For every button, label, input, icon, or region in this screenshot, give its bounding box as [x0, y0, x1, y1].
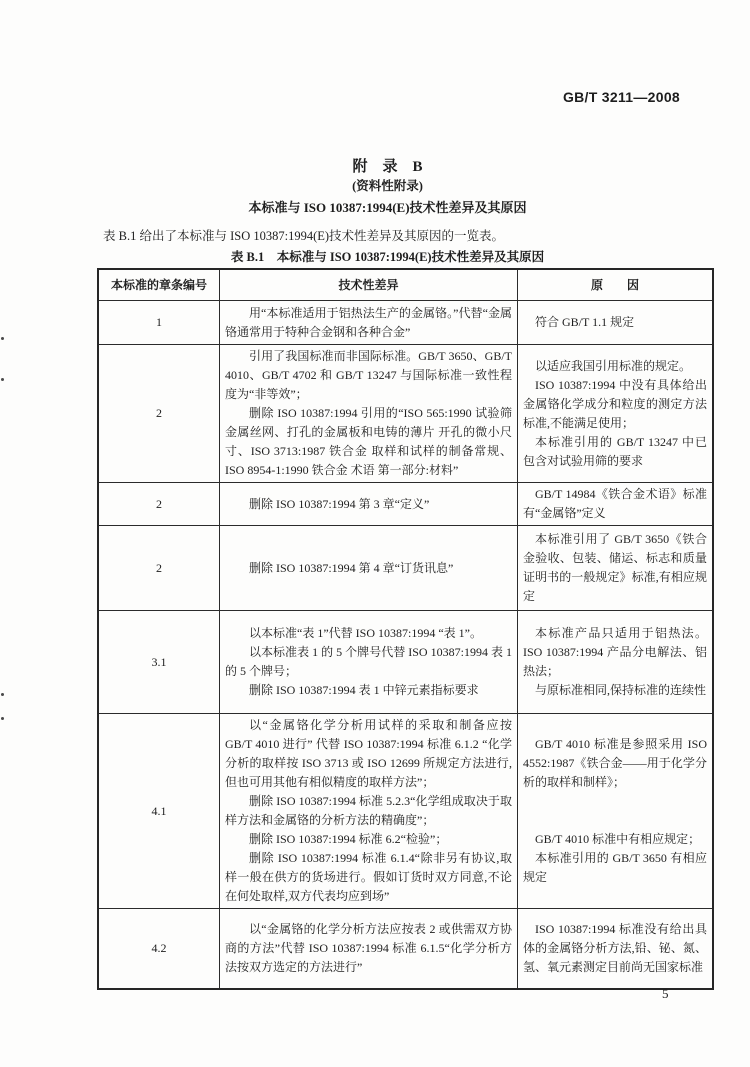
cell-paragraph: 删除 ISO 10387:1994 第 4 章“订货讯息”	[249, 560, 454, 575]
difference-cell	[220, 909, 518, 989]
col-header-difference: 技术性差异	[220, 269, 518, 301]
cell-paragraph: 删除 ISO 10387:1994 标准 6.2“检验”；	[249, 832, 448, 846]
table-row	[98, 345, 713, 483]
appendix-title: 附 录 B	[352, 159, 423, 175]
table-row	[98, 909, 713, 989]
reason-cell	[518, 714, 714, 909]
cell-paragraph: ISO 10387:1994 中没有具体给出金属铬化学成分和粒度的测定方法标准,不能满足使用；	[523, 377, 707, 430]
cell-paragraph: GB/T 4010 标准中有相应规定；	[535, 832, 701, 846]
reason-cell	[518, 526, 714, 611]
page-number: 5	[662, 986, 669, 1001]
diff-table-body	[98, 301, 713, 989]
difference-cell	[220, 483, 518, 526]
table-row	[98, 526, 713, 611]
scan-speck	[1, 717, 4, 720]
reason-cell	[518, 301, 714, 345]
cell-paragraph: ISO 10387:1994 标准没有给出具体的金属铬分析方法,铅、铋、氮、氢、氧元素测定目前尚无国家标准	[523, 921, 707, 974]
clause-cell: 3.1	[98, 611, 220, 714]
cell-paragraph: 删除 ISO 10387:1994 引用的“ISO 565:1990 试验筛 金属丝网、打孔的金属板和电铸的薄片 开孔的微小尺寸、ISO 3713:1987 铁合金 取样和试样的制备常规、ISO 8954-1:1990 铁合金 术语 第一部分:材料”	[225, 406, 512, 477]
cell-paragraph: 以本标准表 1 的 5 个牌号代替 ISO 10387:1994 表 1 的 5 个牌号；	[225, 645, 512, 678]
reason-cell	[518, 611, 714, 714]
clause-cell: 2	[98, 345, 220, 483]
appendix-subtitle: (资料性附录)	[352, 179, 423, 193]
clause-cell: 4.2	[98, 909, 220, 989]
cell-paragraph: 本标准引用的 GB/T 3650 有相应规定	[523, 851, 707, 884]
difference-cell	[220, 611, 518, 714]
cell-paragraph: GB/T 14984《铁合金术语》标准有“金属铬”定义	[523, 487, 707, 520]
appendix-heading: 本标准与 ISO 10387:1994(E)技术性差异及其原因	[248, 200, 527, 215]
diff-table	[97, 268, 714, 990]
cell-paragraph: 用“本标准适用于铝热法生产的金属铬。”代替“金属铬通常用于特种合金钢和各种合金”	[225, 305, 512, 339]
intro-paragraph: 表 B.1 给出了本标准与 ISO 10387:1994(E)技术性差异及其原因的一览表。	[103, 229, 505, 243]
clause-cell: 4.1	[98, 714, 220, 909]
cell-paragraph: 删除 ISO 10387:1994 标准 6.1.4“除非另有协议,取样一般在供方的货场进行。假如订货时双方同意,不论在何处取样,双方代表均应到场”	[225, 851, 512, 903]
cell-paragraph: 删除 ISO 10387:1994 第 3 章“定义”	[249, 496, 430, 511]
diff-table-header-row	[98, 269, 713, 301]
cell-paragraph: 以“金属铬化学分析用试样的采取和制备应按 GB/T 4010 进行” 代替 ISO 10387:1994 标准 6.1.2 “化学分析的取样按 ISO 3713 或 ISO 12699 所规定方法进行,但也可用其他有相似精度的取样方法”；	[225, 718, 512, 789]
cell-paragraph: 以适应我国引用标准的规定。	[535, 358, 692, 373]
reason-cell	[518, 909, 714, 989]
table-row	[98, 483, 713, 526]
cell-spacer	[523, 792, 707, 830]
clause-cell: 1	[98, 301, 220, 345]
scan-speck	[1, 337, 4, 340]
cell-paragraph: 删除 ISO 10387:1994 表 1 中锌元素指标要求	[249, 683, 479, 697]
cell-paragraph: 本标准产品只适用于铝热法。ISO 10387:1994 产品分电解法、铝热法；	[523, 626, 707, 678]
reason-cell	[518, 345, 714, 483]
cell-paragraph: 引用了我国标准而非国际标准。GB/T 3650、GB/T 4010、GB/T 4702 和 GB/T 13247 与国际标准一致性程度为“非等效”；	[225, 349, 512, 401]
cell-paragraph: 以本标准“表 1”代替 ISO 10387:1994 “表 1”。	[249, 626, 482, 640]
doc-code: GB/T 3211—2008	[562, 89, 680, 105]
col-header-clause: 本标准的章条编号	[98, 269, 220, 301]
cell-paragraph: 删除 ISO 10387:1994 标准 5.2.3“化学组成取决于取样方法和金属铬的分析方法的精确度”；	[225, 794, 512, 827]
clause-cell: 2	[98, 483, 220, 526]
reason-cell	[518, 483, 714, 526]
clause-cell: 2	[98, 526, 220, 611]
scan-speck	[1, 378, 4, 381]
difference-cell	[220, 345, 518, 483]
table-row	[98, 301, 713, 345]
difference-cell	[220, 526, 518, 611]
col-header-reason: 原 因	[518, 269, 714, 301]
difference-cell	[220, 301, 518, 345]
cell-paragraph: GB/T 4010 标准是参照采用 ISO 4552:1987《铁合金——用于化学分析的取样和制样》；	[523, 737, 707, 789]
table-row	[98, 714, 713, 909]
table-caption: 表 B.1 本标准与 ISO 10387:1994(E)技术性差异及其原因	[230, 250, 545, 264]
table-row	[98, 611, 713, 714]
cell-paragraph: 以“金属铬的化学分析方法应按表 2 或供需双方协商的方法”代替 ISO 10387:1994 标准 6.1.5“化学分析方法按双方选定的方法进行”	[225, 921, 512, 974]
scan-speck	[1, 693, 4, 696]
cell-paragraph: 本标准引用的 GB/T 13247 中已包含对试验用筛的要求	[523, 434, 707, 468]
cell-paragraph: 与原标准相同,保持标准的连续性	[535, 683, 707, 697]
cell-paragraph: 符合 GB/T 1.1 规定	[535, 315, 635, 329]
difference-cell	[220, 714, 518, 909]
cell-paragraph: 本标准引用了 GB/T 3650《铁合金验收、包装、储运、标志和质量证明书的一般规定》标准,有相应规定	[523, 532, 707, 603]
